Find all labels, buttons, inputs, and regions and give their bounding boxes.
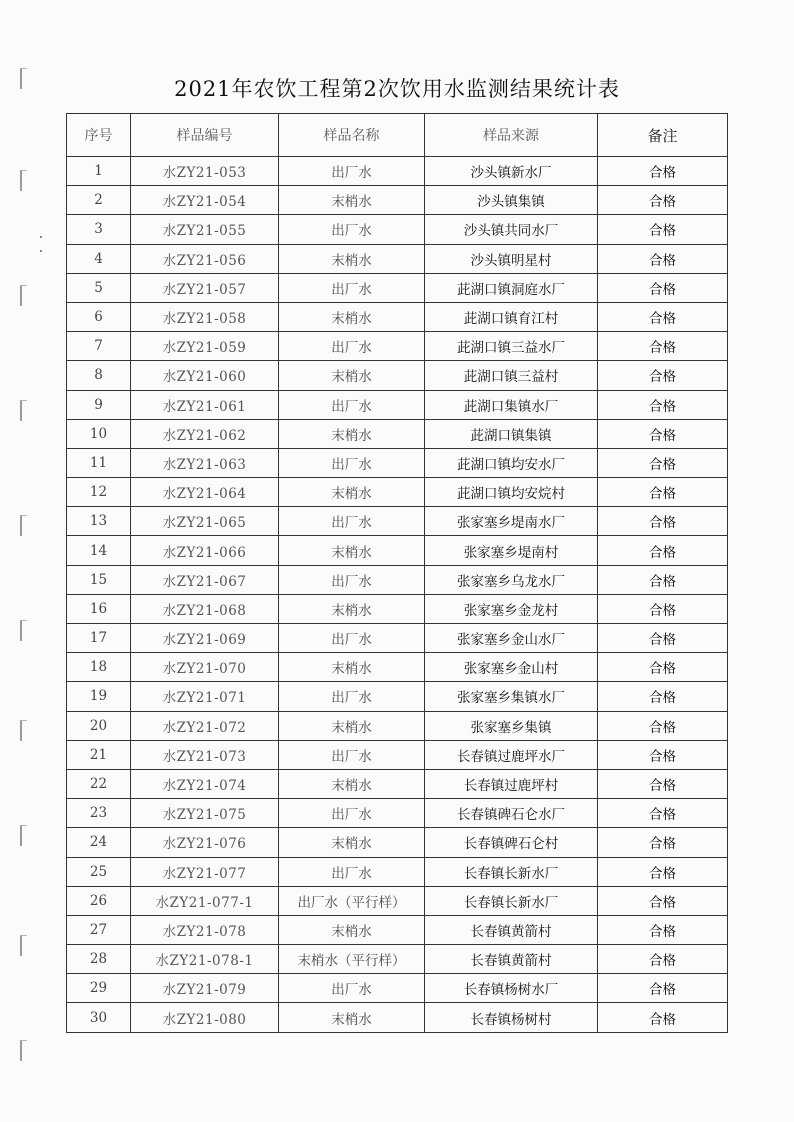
sample-code-cell: 水ZY21-064 <box>131 478 279 507</box>
sample-code-cell: 水ZY21-078-1 <box>131 945 279 974</box>
seq-cell: 4 <box>67 244 131 273</box>
binder-mark <box>20 620 27 641</box>
sample-code-cell: 水ZY21-077 <box>131 857 279 886</box>
sample-code-cell: 水ZY21-068 <box>131 594 279 623</box>
sample-source-cell: 茈湖口镇三益水厂 <box>425 332 598 361</box>
sample-source-cell: 茈湖口镇均安烷村 <box>425 478 598 507</box>
seq-cell: 25 <box>67 857 131 886</box>
table-row <box>67 945 728 974</box>
sample-code-cell: 水ZY21-065 <box>131 507 279 536</box>
sample-name-cell: 出厂水 <box>279 332 425 361</box>
remark-cell: 合格 <box>598 332 728 361</box>
sample-source-cell: 沙头镇集镇 <box>425 186 598 215</box>
sample-code-cell: 水ZY21-079 <box>131 974 279 1003</box>
sample-source-cell: 沙头镇新水厂 <box>425 157 598 186</box>
sample-source-cell: 长春镇过鹿坪水厂 <box>425 740 598 769</box>
remark-cell: 合格 <box>598 448 728 477</box>
seq-cell: 28 <box>67 945 131 974</box>
sample-name-cell: 末梢水 <box>279 769 425 798</box>
binder-mark <box>20 170 27 191</box>
remark-cell: 合格 <box>598 361 728 390</box>
seq-cell: 22 <box>67 769 131 798</box>
table-row <box>67 828 728 857</box>
sample-source-cell: 沙头镇共同水厂 <box>425 215 598 244</box>
sample-source-cell: 茈湖口镇均安水厂 <box>425 448 598 477</box>
seq-cell: 27 <box>67 915 131 944</box>
sample-name-cell: 出厂水 <box>279 157 425 186</box>
sample-code-cell: 水ZY21-075 <box>131 799 279 828</box>
sample-code-cell: 水ZY21-057 <box>131 273 279 302</box>
sample-name-cell: 末梢水（平行样） <box>279 945 425 974</box>
sample-name-cell: 末梢水 <box>279 594 425 623</box>
sample-source-cell: 张家塞乡金山水厂 <box>425 624 598 653</box>
table-row <box>67 215 728 244</box>
table-row <box>67 974 728 1003</box>
sample-source-cell: 沙头镇明星村 <box>425 244 598 273</box>
sample-source-cell: 张家塞乡堤南水厂 <box>425 507 598 536</box>
seq-cell: 13 <box>67 507 131 536</box>
sample-source-cell: 张家塞乡金龙村 <box>425 594 598 623</box>
sample-name-cell: 出厂水 <box>279 273 425 302</box>
seq-cell: 17 <box>67 624 131 653</box>
table-row <box>67 740 728 769</box>
sample-name-cell: 末梢水 <box>279 361 425 390</box>
seq-cell: 6 <box>67 302 131 331</box>
remark-cell: 合格 <box>598 653 728 682</box>
seq-cell: 12 <box>67 478 131 507</box>
remark-cell: 合格 <box>598 157 728 186</box>
sample-name-cell: 末梢水 <box>279 478 425 507</box>
sample-code-cell: 水ZY21-069 <box>131 624 279 653</box>
sample-source-cell: 张家塞乡集镇 <box>425 711 598 740</box>
binder-mark <box>20 515 27 536</box>
sample-source-cell: 张家塞乡乌龙水厂 <box>425 565 598 594</box>
header-sample-name: 样品名称 <box>279 114 425 157</box>
remark-cell: 合格 <box>598 186 728 215</box>
sample-source-cell: 长春镇杨树村 <box>425 1003 598 1032</box>
remark-cell: 合格 <box>598 302 728 331</box>
table-row <box>67 857 728 886</box>
table-row <box>67 478 728 507</box>
table-row <box>67 682 728 711</box>
seq-cell: 26 <box>67 886 131 915</box>
binder-mark <box>20 400 27 421</box>
remark-cell: 合格 <box>598 594 728 623</box>
table-row <box>67 361 728 390</box>
table-row <box>67 244 728 273</box>
remark-cell: 合格 <box>598 244 728 273</box>
table-row <box>67 1003 728 1032</box>
seq-cell: 7 <box>67 332 131 361</box>
seq-cell: 15 <box>67 565 131 594</box>
sample-code-cell: 水ZY21-055 <box>131 215 279 244</box>
sample-source-cell: 茈湖口镇三益村 <box>425 361 598 390</box>
sample-code-cell: 水ZY21-072 <box>131 711 279 740</box>
sample-code-cell: 水ZY21-066 <box>131 536 279 565</box>
sample-name-cell: 出厂水 <box>279 215 425 244</box>
table-row <box>67 915 728 944</box>
sample-source-cell: 茈湖口镇集镇 <box>425 419 598 448</box>
sample-code-cell: 水ZY21-056 <box>131 244 279 273</box>
sample-code-cell: 水ZY21-073 <box>131 740 279 769</box>
sample-code-cell: 水ZY21-059 <box>131 332 279 361</box>
sample-source-cell: 长春镇过鹿坪村 <box>425 769 598 798</box>
sample-name-cell: 出厂水 <box>279 857 425 886</box>
table-body <box>67 157 728 1033</box>
remark-cell: 合格 <box>598 565 728 594</box>
seq-cell: 10 <box>67 419 131 448</box>
seq-cell: 20 <box>67 711 131 740</box>
sample-code-cell: 水ZY21-076 <box>131 828 279 857</box>
sample-code-cell: 水ZY21-077-1 <box>131 886 279 915</box>
sample-name-cell: 出厂水 <box>279 740 425 769</box>
seq-cell: 16 <box>67 594 131 623</box>
remark-cell: 合格 <box>598 273 728 302</box>
sample-name-cell: 出厂水 <box>279 507 425 536</box>
remark-cell: 合格 <box>598 536 728 565</box>
sample-code-cell: 水ZY21-067 <box>131 565 279 594</box>
seq-cell: 8 <box>67 361 131 390</box>
sample-code-cell: 水ZY21-070 <box>131 653 279 682</box>
seq-cell: 24 <box>67 828 131 857</box>
sample-source-cell: 长春镇长新水厂 <box>425 886 598 915</box>
sample-name-cell: 出厂水 <box>279 565 425 594</box>
sample-source-cell: 长春镇长新水厂 <box>425 857 598 886</box>
remark-cell: 合格 <box>598 945 728 974</box>
document-title: 2021年农饮工程第2次饮用水监测结果统计表 <box>174 77 620 101</box>
binder-mark <box>20 935 27 956</box>
remark-cell: 合格 <box>598 828 728 857</box>
punch-dot <box>40 236 42 238</box>
sample-name-cell: 出厂水 <box>279 624 425 653</box>
remark-cell: 合格 <box>598 478 728 507</box>
sample-name-cell: 末梢水 <box>279 1003 425 1032</box>
sample-name-cell: 出厂水 <box>279 799 425 828</box>
seq-cell: 30 <box>67 1003 131 1032</box>
sample-source-cell: 长春镇碑石仑村 <box>425 828 598 857</box>
sample-code-cell: 水ZY21-074 <box>131 769 279 798</box>
sample-code-cell: 水ZY21-071 <box>131 682 279 711</box>
seq-cell: 18 <box>67 653 131 682</box>
sample-name-cell: 出厂水 <box>279 448 425 477</box>
remark-cell: 合格 <box>598 624 728 653</box>
binder-mark <box>20 285 27 306</box>
table-row <box>67 390 728 419</box>
table-row <box>67 536 728 565</box>
remark-cell: 合格 <box>598 1003 728 1032</box>
remark-cell: 合格 <box>598 740 728 769</box>
sample-name-cell: 末梢水 <box>279 653 425 682</box>
table-row <box>67 799 728 828</box>
seq-cell: 1 <box>67 157 131 186</box>
sample-name-cell: 末梢水 <box>279 244 425 273</box>
sample-source-cell: 长春镇碑石仑水厂 <box>425 799 598 828</box>
sample-source-cell: 张家塞乡金山村 <box>425 653 598 682</box>
remark-cell: 合格 <box>598 857 728 886</box>
results-table <box>66 113 728 1033</box>
sample-source-cell: 张家塞乡集镇水厂 <box>425 682 598 711</box>
header-sample-code: 样品编号 <box>131 114 279 157</box>
sample-name-cell: 末梢水 <box>279 419 425 448</box>
sample-name-cell: 出厂水 <box>279 390 425 419</box>
remark-cell: 合格 <box>598 390 728 419</box>
header-sample-source: 样品来源 <box>425 114 598 157</box>
table-row <box>67 273 728 302</box>
seq-cell: 3 <box>67 215 131 244</box>
table-row <box>67 186 728 215</box>
seq-cell: 21 <box>67 740 131 769</box>
seq-cell: 5 <box>67 273 131 302</box>
sample-code-cell: 水ZY21-054 <box>131 186 279 215</box>
header-row <box>67 114 728 157</box>
remark-cell: 合格 <box>598 974 728 1003</box>
table-row <box>67 565 728 594</box>
table-row <box>67 711 728 740</box>
seq-cell: 9 <box>67 390 131 419</box>
sample-code-cell: 水ZY21-063 <box>131 448 279 477</box>
sample-name-cell: 末梢水 <box>279 828 425 857</box>
table-row <box>67 507 728 536</box>
sample-name-cell: 末梢水 <box>279 711 425 740</box>
sample-code-cell: 水ZY21-058 <box>131 302 279 331</box>
sample-name-cell: 出厂水 <box>279 682 425 711</box>
seq-cell: 23 <box>67 799 131 828</box>
sample-name-cell: 末梢水 <box>279 915 425 944</box>
sample-code-cell: 水ZY21-053 <box>131 157 279 186</box>
remark-cell: 合格 <box>598 215 728 244</box>
sample-code-cell: 水ZY21-061 <box>131 390 279 419</box>
table-row <box>67 653 728 682</box>
remark-cell: 合格 <box>598 769 728 798</box>
table-row <box>67 302 728 331</box>
binder-mark <box>20 1040 27 1061</box>
seq-cell: 19 <box>67 682 131 711</box>
table-row <box>67 448 728 477</box>
sample-source-cell: 长春镇杨树水厂 <box>425 974 598 1003</box>
sample-source-cell: 长春镇黄箭村 <box>425 915 598 944</box>
sample-code-cell: 水ZY21-060 <box>131 361 279 390</box>
sample-source-cell: 茈湖口镇育江村 <box>425 302 598 331</box>
seq-cell: 14 <box>67 536 131 565</box>
remark-cell: 合格 <box>598 915 728 944</box>
table-row <box>67 886 728 915</box>
table-row <box>67 769 728 798</box>
sample-code-cell: 水ZY21-078 <box>131 915 279 944</box>
punch-dot <box>40 250 42 252</box>
table-row <box>67 332 728 361</box>
sample-code-cell: 水ZY21-080 <box>131 1003 279 1032</box>
sample-source-cell: 茈湖口镇洞庭水厂 <box>425 273 598 302</box>
table-row <box>67 594 728 623</box>
sample-code-cell: 水ZY21-062 <box>131 419 279 448</box>
sample-name-cell: 末梢水 <box>279 302 425 331</box>
sample-name-cell: 末梢水 <box>279 186 425 215</box>
sample-source-cell: 茈湖口集镇水厂 <box>425 390 598 419</box>
sample-name-cell: 出厂水 <box>279 974 425 1003</box>
header-remark: 备注 <box>598 114 728 157</box>
sample-name-cell: 末梢水 <box>279 536 425 565</box>
remark-cell: 合格 <box>598 886 728 915</box>
seq-cell: 11 <box>67 448 131 477</box>
table-row <box>67 419 728 448</box>
binder-mark <box>20 825 27 846</box>
remark-cell: 合格 <box>598 507 728 536</box>
binder-mark <box>20 720 27 741</box>
sample-name-cell: 出厂水（平行样） <box>279 886 425 915</box>
table-row <box>67 157 728 186</box>
remark-cell: 合格 <box>598 419 728 448</box>
header-seq: 序号 <box>67 114 131 157</box>
seq-cell: 29 <box>67 974 131 1003</box>
seq-cell: 2 <box>67 186 131 215</box>
sample-source-cell: 长春镇黄箭村 <box>425 945 598 974</box>
sample-source-cell: 张家塞乡堤南村 <box>425 536 598 565</box>
remark-cell: 合格 <box>598 799 728 828</box>
table-row <box>67 624 728 653</box>
remark-cell: 合格 <box>598 711 728 740</box>
remark-cell: 合格 <box>598 682 728 711</box>
